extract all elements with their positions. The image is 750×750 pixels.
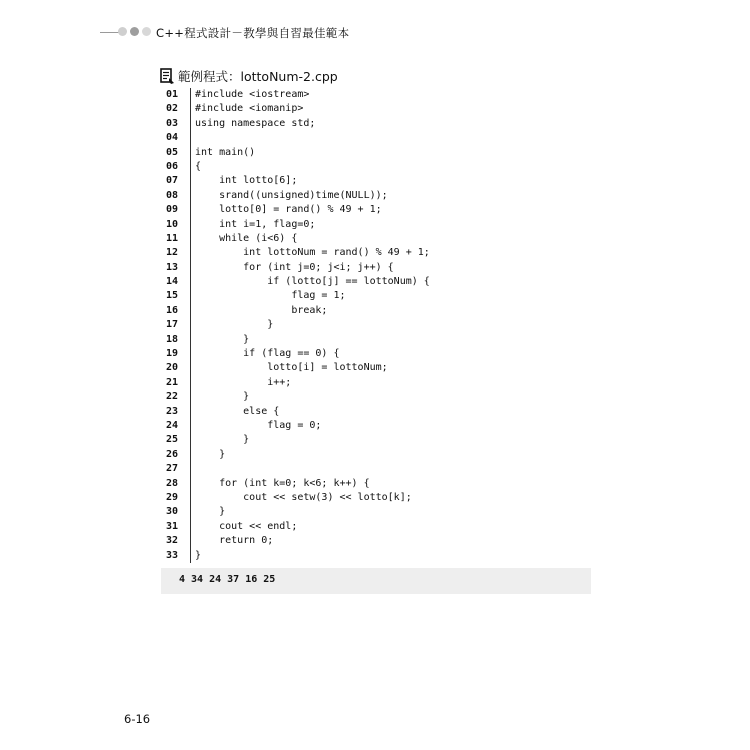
code-line [166, 160, 596, 174]
gutter-rule [190, 232, 191, 246]
book-title: C++程式設計－教學與自習最佳範本 [156, 26, 350, 40]
code-line [166, 131, 596, 145]
gutter-rule [190, 361, 191, 375]
code-line [166, 477, 596, 491]
gutter-rule [190, 261, 191, 275]
code-text: int main() [195, 146, 256, 158]
line-number: 10 [166, 218, 179, 230]
line-number: 17 [166, 319, 179, 331]
line-number: 16 [166, 304, 179, 316]
gutter-rule [190, 333, 191, 347]
line-number: 02 [166, 103, 179, 115]
code-text: cout << endl; [195, 520, 298, 532]
code-line [166, 261, 596, 275]
code-text: int lotto[6]; [195, 175, 298, 187]
gutter-rule [190, 491, 191, 505]
gutter-rule [190, 218, 191, 232]
line-number: 13 [166, 261, 179, 273]
gutter-rule [190, 520, 191, 534]
code-text: flag = 1; [195, 290, 346, 302]
code-text: return 0; [195, 535, 274, 547]
code-text: int lottoNum = rand() % 49 + 1; [195, 247, 430, 259]
line-number: 31 [166, 520, 179, 532]
header-dot-icon [130, 27, 139, 36]
code-line [166, 347, 596, 361]
line-number: 12 [166, 247, 179, 259]
code-line [166, 361, 596, 375]
code-line [166, 304, 596, 318]
line-number: 19 [166, 348, 179, 360]
code-line [166, 534, 596, 548]
gutter-rule [190, 304, 191, 318]
line-number: 24 [166, 419, 179, 431]
code-text: } [195, 319, 274, 331]
code-line [166, 117, 596, 131]
code-text [195, 131, 596, 145]
line-number: 05 [166, 146, 179, 158]
code-text: } [195, 549, 202, 561]
code-text: { [195, 160, 202, 172]
line-number: 14 [166, 276, 179, 288]
gutter-rule [190, 505, 191, 519]
code-text: while (i<6) { [195, 232, 298, 244]
gutter-rule [190, 174, 191, 188]
code-text: flag = 0; [195, 419, 322, 431]
gutter-rule [190, 102, 191, 116]
page-number: 6-16 [124, 712, 151, 726]
code-line [166, 462, 596, 476]
code-line [166, 376, 596, 390]
line-number: 33 [166, 549, 179, 561]
code-line [166, 505, 596, 519]
line-number: 06 [166, 160, 179, 172]
code-line [166, 419, 596, 433]
code-text: srand((unsigned)time(NULL)); [195, 189, 388, 201]
code-line [166, 318, 596, 332]
line-number: 25 [166, 434, 179, 446]
line-number: 27 [166, 463, 179, 475]
code-line [166, 448, 596, 462]
gutter-rule [190, 246, 191, 260]
code-text: } [195, 391, 250, 403]
gutter-rule [190, 433, 191, 447]
line-number: 11 [166, 232, 179, 244]
line-number: 01 [166, 89, 179, 100]
code-text: #include <iomanip> [195, 103, 304, 115]
line-number: 15 [166, 290, 179, 302]
code-line [166, 549, 596, 563]
gutter-rule [190, 131, 191, 145]
code-line [166, 289, 596, 303]
gutter-rule [190, 146, 191, 160]
program-output [161, 568, 591, 594]
header-rule [100, 32, 120, 33]
running-header [100, 24, 400, 42]
code-text: else { [195, 405, 280, 417]
gutter-rule [190, 347, 191, 361]
code-file-icon [160, 68, 175, 85]
header-dot-icon [118, 27, 127, 36]
gutter-rule [190, 534, 191, 548]
gutter-rule [190, 189, 191, 203]
gutter-rule [190, 477, 191, 491]
gutter-rule [190, 549, 191, 563]
line-number: 28 [166, 477, 179, 489]
code-line [166, 218, 596, 232]
code-line [166, 405, 596, 419]
gutter-rule [190, 275, 191, 289]
code-text: for (int k=0; k<6; k++) { [195, 477, 370, 489]
code-text: if (flag == 0) { [195, 348, 340, 360]
code-line [166, 246, 596, 260]
header-dot-icon [142, 27, 151, 36]
line-number: 09 [166, 204, 179, 216]
code-listing [166, 88, 596, 563]
line-number: 26 [166, 448, 179, 460]
gutter-rule [190, 160, 191, 174]
line-number: 03 [166, 117, 179, 129]
gutter-rule [190, 448, 191, 462]
caption-text: 範例程式：lottoNum-2.cpp [178, 69, 338, 84]
output-text: 4 34 24 37 16 25 [179, 574, 276, 585]
gutter-rule [190, 376, 191, 390]
code-text: int i=1, flag=0; [195, 218, 316, 230]
code-line [166, 146, 596, 160]
gutter-rule [190, 390, 191, 404]
code-line [166, 88, 596, 102]
code-text: } [195, 434, 250, 446]
gutter-rule [190, 117, 191, 131]
code-line [166, 232, 596, 246]
code-text: cout << setw(3) << lotto[k]; [195, 491, 412, 503]
code-text [195, 462, 596, 476]
code-line [166, 333, 596, 347]
line-number: 30 [166, 506, 179, 518]
code-line [166, 203, 596, 217]
line-number: 23 [166, 405, 179, 417]
example-caption [160, 66, 338, 86]
code-line [166, 189, 596, 203]
line-number: 20 [166, 362, 179, 374]
line-number: 32 [166, 535, 179, 547]
code-line [166, 275, 596, 289]
code-text: if (lotto[j] == lottoNum) { [195, 276, 430, 288]
line-number: 21 [166, 376, 179, 388]
line-number: 18 [166, 333, 179, 345]
code-text: i++; [195, 376, 292, 388]
code-line [166, 491, 596, 505]
code-text: #include <iostream> [195, 89, 310, 100]
gutter-rule [190, 203, 191, 217]
code-text: lotto[0] = rand() % 49 + 1; [195, 204, 382, 216]
line-number: 04 [166, 132, 179, 144]
gutter-rule [190, 405, 191, 419]
code-line [166, 520, 596, 534]
line-number: 07 [166, 175, 179, 187]
gutter-rule [190, 462, 191, 476]
code-line [166, 102, 596, 116]
gutter-rule [190, 419, 191, 433]
code-text: } [195, 448, 226, 460]
code-text: lotto[i] = lottoNum; [195, 362, 388, 374]
line-number: 29 [166, 491, 179, 503]
code-text: using namespace std; [195, 117, 316, 129]
code-line [166, 390, 596, 404]
gutter-rule [190, 88, 191, 102]
line-number: 22 [166, 391, 179, 403]
code-text: break; [195, 304, 328, 316]
gutter-rule [190, 318, 191, 332]
gutter-rule [190, 289, 191, 303]
code-text: for (int j=0; j<i; j++) { [195, 261, 394, 273]
code-text: } [195, 333, 250, 345]
code-text: } [195, 506, 226, 518]
line-number: 08 [166, 189, 179, 201]
code-line [166, 433, 596, 447]
code-line [166, 174, 596, 188]
